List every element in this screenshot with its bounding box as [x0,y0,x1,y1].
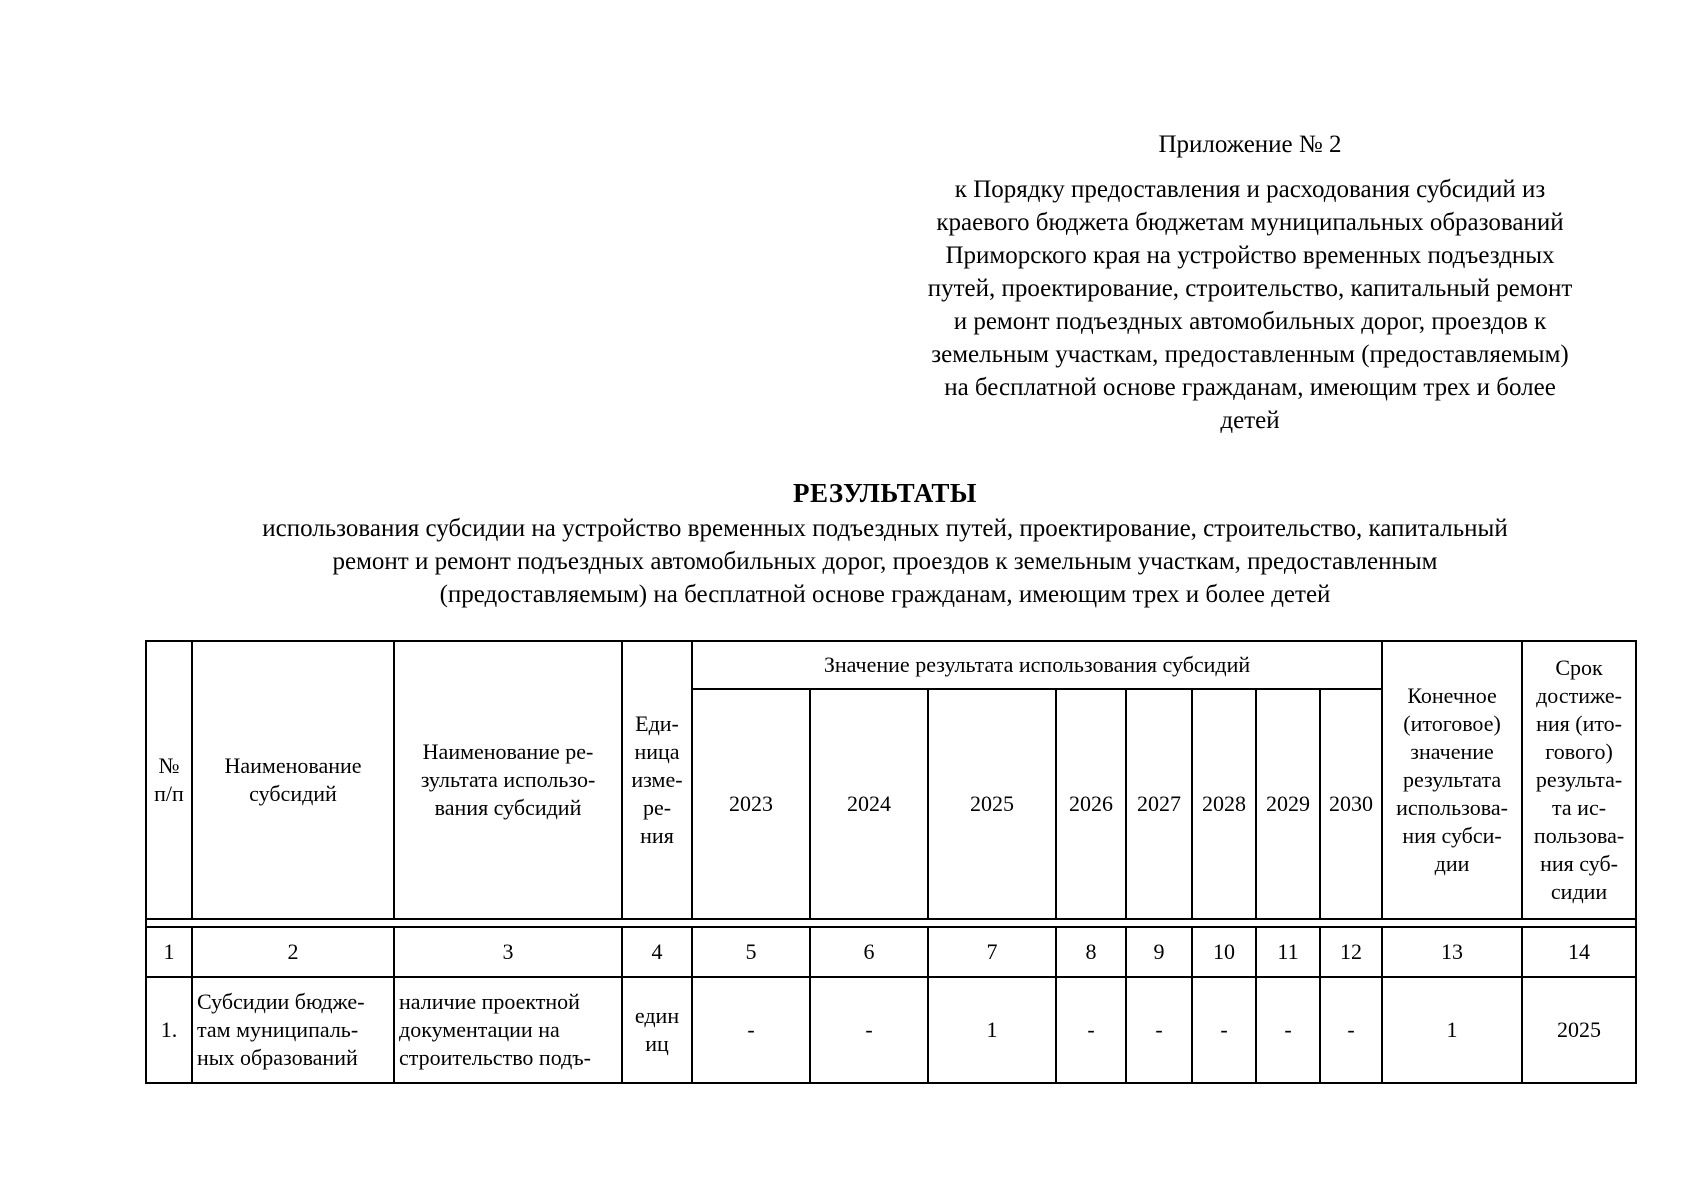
table-gap [146,919,1636,927]
appendix-line: к Порядку предоставления и расходования субсидий из [954,176,1546,203]
header-subsidy-name: Наименование субсидий [192,641,394,919]
appendix-line: и ремонт подъездных автомобильных дорог, проездов к [953,308,1547,335]
table-row [146,977,1636,1083]
header-year: 2023 [692,689,810,919]
header-year: 2027 [1126,689,1192,919]
column-number: 8 [1056,927,1126,977]
row-value-2028: - [1192,977,1256,1083]
header-year: 2030 [1320,689,1382,919]
header-year: 2029 [1256,689,1320,919]
column-number: 11 [1256,927,1320,977]
appendix-block [870,128,1630,437]
row-value-2023: - [692,977,810,1083]
column-number: 10 [1192,927,1256,977]
row-value-2025: 1 [928,977,1056,1083]
row-num: 1. [146,977,192,1083]
header-year: 2024 [810,689,928,919]
column-number: 2 [192,927,394,977]
appendix-line: земельным участкам, предоставленным (предоставляемым) [931,341,1569,368]
column-number: 7 [928,927,1056,977]
row-value-2026: - [1056,977,1126,1083]
header-value-group: Значение результата использования субсидий [692,641,1382,689]
column-number: 3 [394,927,622,977]
column-number: 14 [1522,927,1636,977]
row-value-2027: - [1126,977,1192,1083]
appendix-line: путей, проектирование, строительство, капитальный ремонт [927,275,1573,302]
column-number: 12 [1320,927,1382,977]
document-title: РЕЗУЛЬТАТЫ [793,478,977,508]
row-value-2029: - [1256,977,1320,1083]
column-number: 6 [810,927,928,977]
results-table [145,640,1637,1084]
row-unit: един иц [622,977,692,1083]
row-value-2030: - [1320,977,1382,1083]
header-year: 2026 [1056,689,1126,919]
row-result-name: наличие проектной документации на строительство подъ- [394,977,622,1083]
row-deadline: 2025 [1522,977,1636,1083]
column-number: 1 [146,927,192,977]
column-number: 13 [1382,927,1522,977]
column-number: 4 [622,927,692,977]
header-year: 2025 [928,689,1056,919]
column-number: 5 [692,927,810,977]
row-subsidy-name: Субсидии бюдже- там муниципаль- ных образований [192,977,394,1083]
row-final-value: 1 [1382,977,1522,1083]
appendix-line: краевого бюджета бюджетам муниципальных образований [936,209,1564,236]
header-deadline: Срок достиже- ния (ито- гового) результа- та ис- пользова- ния суб- сидии [1522,641,1636,919]
appendix-line: на бесплатной основе гражданам, имеющим трех и более [944,374,1556,401]
appendix-line: Приморского края на устройство временных подъездных [945,242,1555,269]
row-value-2024: - [810,977,928,1083]
appendix-line: детей [1220,407,1280,434]
appendix-number: Приложение № 2 [1158,131,1342,158]
header-final-value: Конечное (итоговое) значение результата использова- ния субси- дии [1382,641,1522,919]
header-unit: Еди- ница изме- ре- ния [622,641,692,919]
header-year: 2028 [1192,689,1256,919]
column-number-row [146,927,1636,977]
header-row-group [146,641,1636,689]
column-number: 9 [1126,927,1192,977]
header-result-name: Наименование ре- зультата использо- вания субсидий [394,641,622,919]
header-num: № п/п [146,641,192,919]
subtitle-line: (предоставляемым) на бесплатной основе гражданам, имеющим трех и более детей [439,581,1331,608]
document-subtitle [150,512,1620,611]
subtitle-line: ремонт и ремонт подъездных автомобильных дорог, проездов к земельным участкам, предоставленным [332,548,1438,575]
subtitle-line: использования субсидии на устройство временных подъездных путей, проектирование, строительство, капитальный [262,515,1508,542]
